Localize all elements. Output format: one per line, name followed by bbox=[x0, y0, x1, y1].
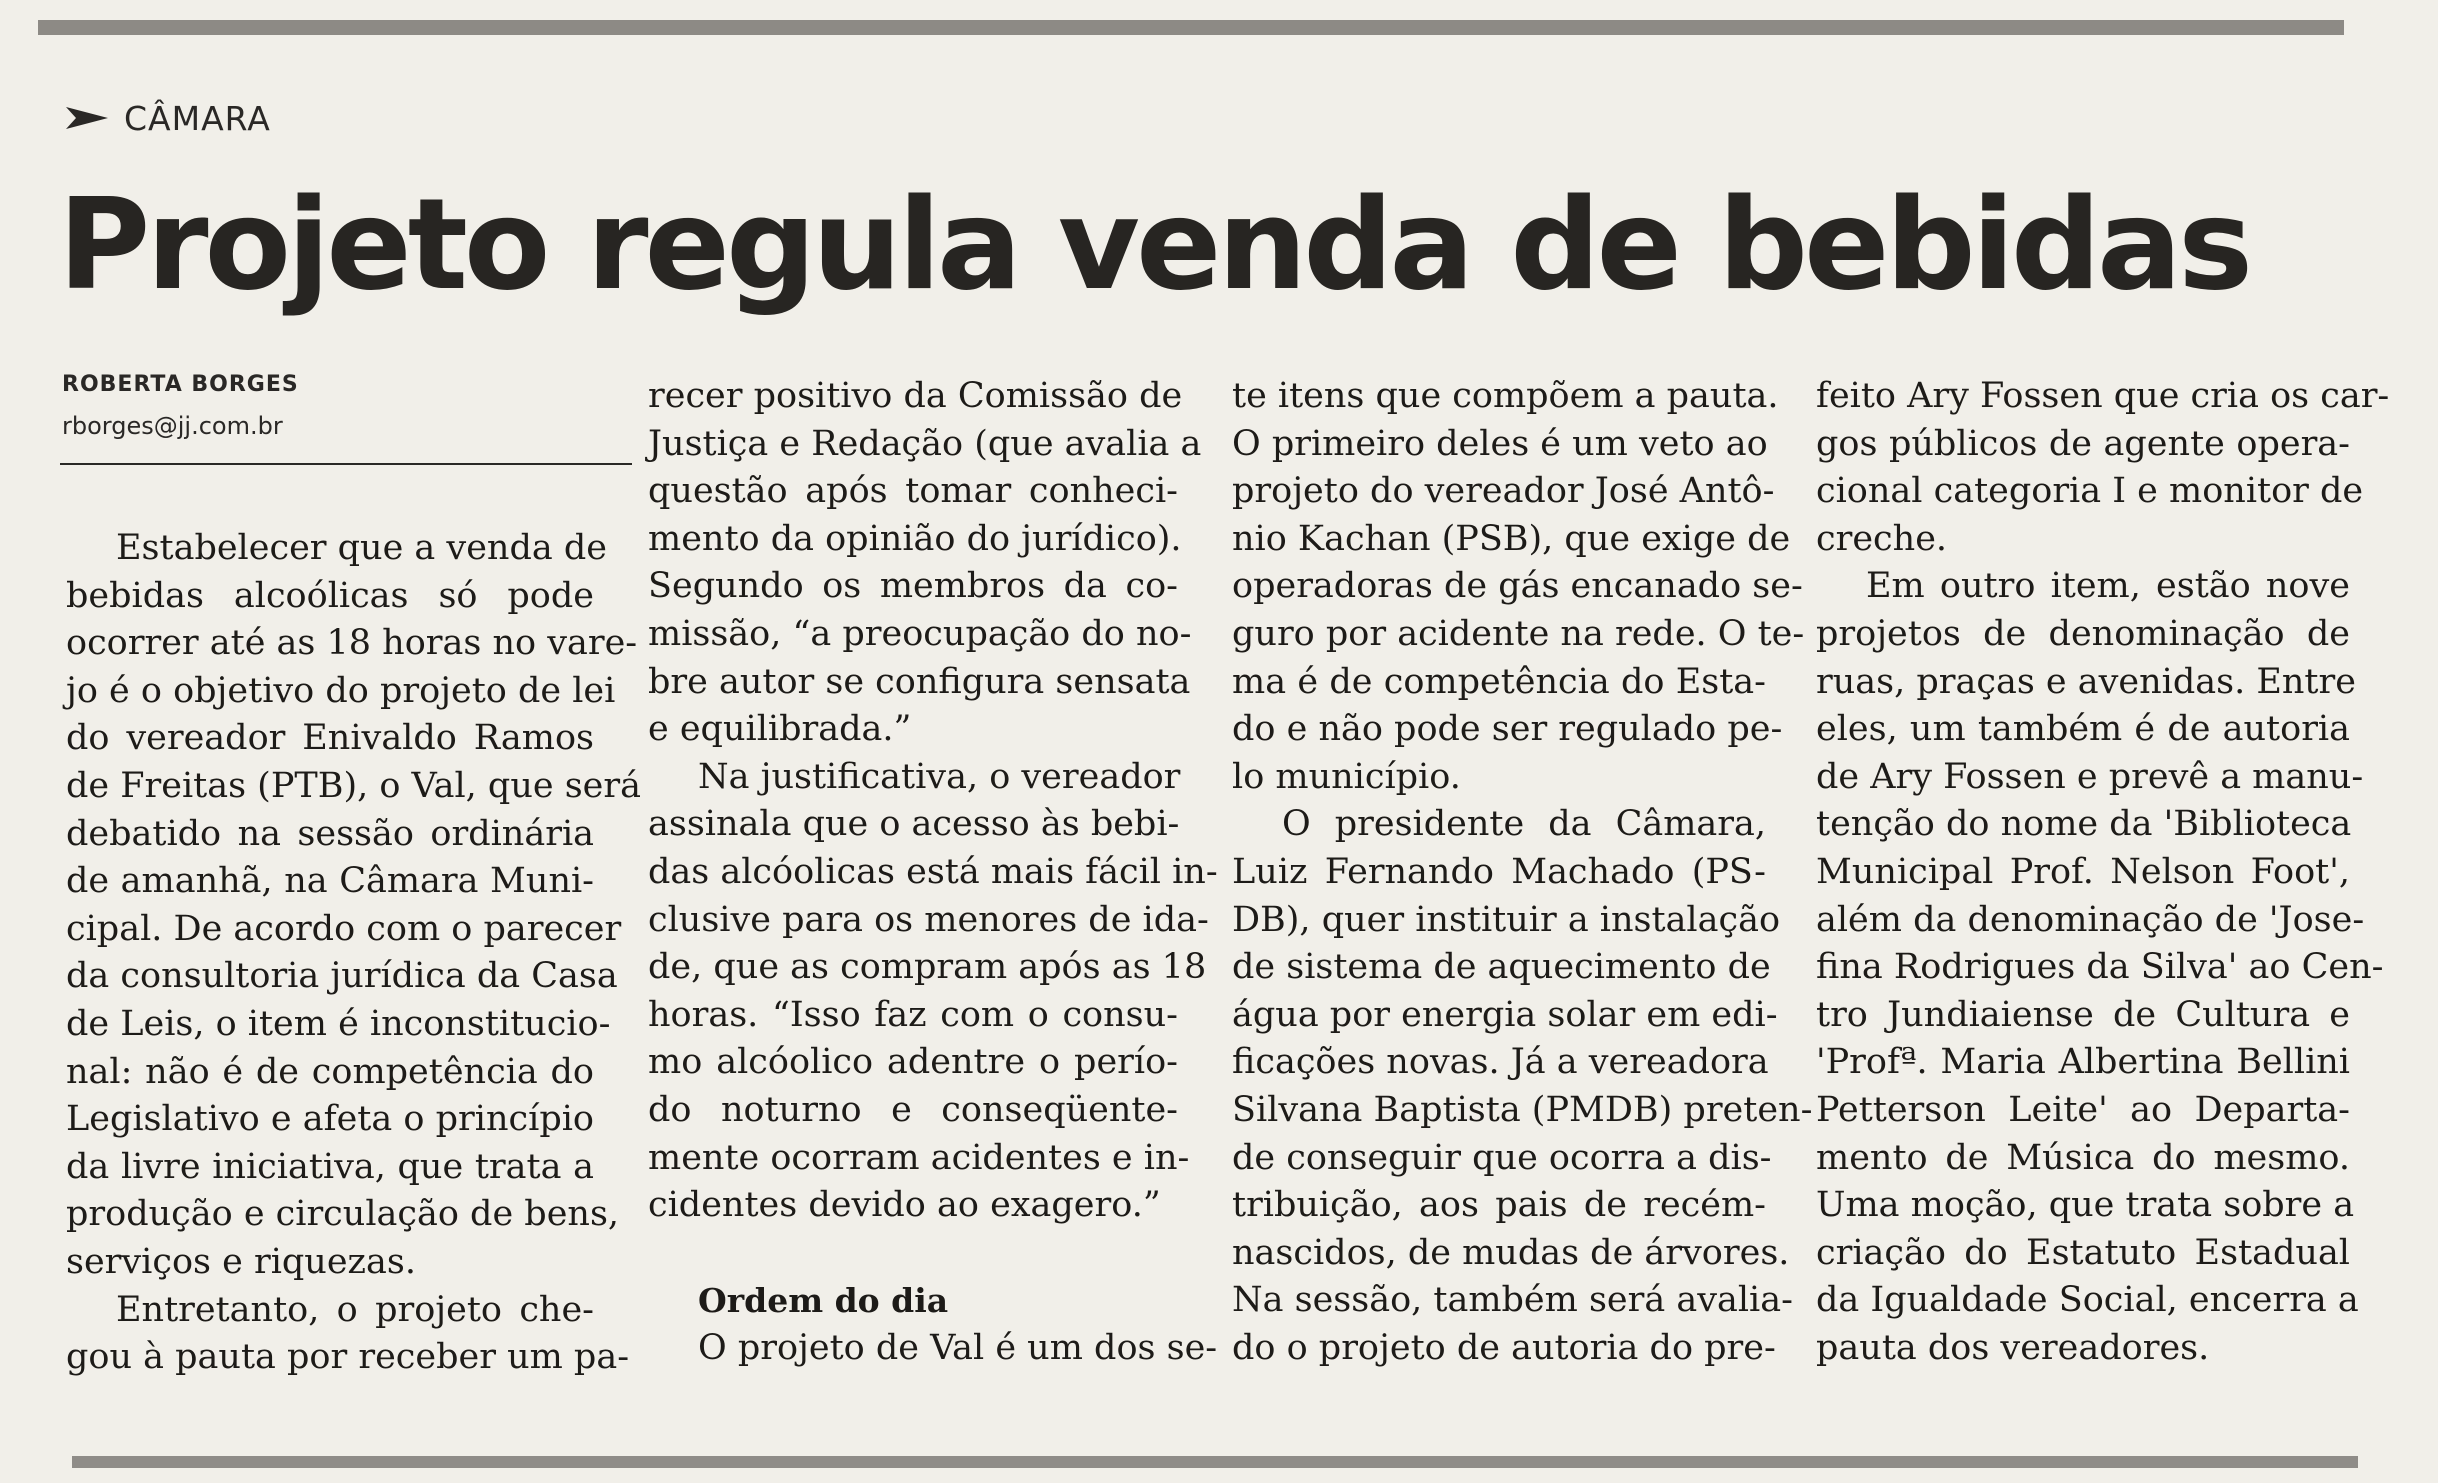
text-line: assinala que o acesso às bebi- bbox=[648, 804, 1180, 845]
author-email: rborges@jj.com.br bbox=[62, 412, 283, 440]
text-line: Estabelecer que a venda de bbox=[116, 528, 607, 568]
text-line: ruas, praças e avenidas. Entre bbox=[1816, 661, 2356, 702]
text-line: jo é o objetivo do projeto de lei bbox=[66, 670, 616, 711]
text-line: gos públicos de agente opera- bbox=[1816, 423, 2350, 464]
text-line: da livre iniciativa, que trata a bbox=[66, 1146, 594, 1187]
column-2 bbox=[648, 373, 1218, 1372]
text-line: recer positivo da Comissão de bbox=[648, 376, 1183, 416]
text-line: Em outro item, estão nove bbox=[1866, 566, 2350, 607]
text-line: mento de Música do mesmo. bbox=[1816, 1137, 2350, 1178]
text-line: O projeto de Val é um dos se- bbox=[698, 1327, 1218, 1368]
text-line: debatido na sessão ordinária bbox=[66, 813, 594, 854]
text-line: feito Ary Fossen que cria os car- bbox=[1816, 376, 2390, 416]
text-line: O primeiro deles é um veto ao bbox=[1232, 423, 1768, 464]
text-line: tro Jundiaiense de Cultura e bbox=[1816, 994, 2350, 1035]
text-line: tribuição, aos pais de recém- bbox=[1232, 1185, 1766, 1226]
text-line: eles, um também é de autoria bbox=[1816, 709, 2350, 750]
column-4 bbox=[1816, 373, 2390, 1372]
text-line: clusive para os menores de ida- bbox=[648, 899, 1209, 940]
text-line: de, que as compram após as 18 bbox=[648, 947, 1207, 988]
text-line: bre autor se configura sensata bbox=[648, 661, 1191, 702]
text-line: projetos de denominação de bbox=[1816, 613, 2350, 654]
text-line: de Leis, o item é inconstitucio- bbox=[66, 1003, 611, 1044]
text-line: Justiça e Redação (que avalia a bbox=[648, 423, 1202, 464]
text-line: além da denominação de 'Jose- bbox=[1816, 899, 2365, 940]
text-line: das alcóolicas está mais fácil in- bbox=[648, 851, 1218, 892]
text-line: Segundo os membros da co- bbox=[648, 566, 1178, 607]
text-line: projeto do vereador José Antô- bbox=[1232, 471, 1775, 512]
column-1 bbox=[66, 525, 641, 1382]
text-line: de Freitas (PTB), o Val, que será bbox=[66, 765, 641, 806]
text-line: nascidos, de mudas de árvores. bbox=[1232, 1232, 1790, 1273]
text-line: ocorrer até as 18 horas no vare- bbox=[66, 623, 638, 664]
text-line: água por energia solar em edi- bbox=[1232, 994, 1778, 1035]
subheading: Ordem do dia bbox=[698, 1281, 949, 1321]
text-line: creche. bbox=[1816, 518, 1948, 559]
text-line: do noturno e conseqüente- bbox=[648, 1089, 1178, 1130]
text-line: Na sessão, também será avalia- bbox=[1232, 1280, 1793, 1321]
text-line: do e não pode ser regulado pe- bbox=[1232, 709, 1783, 750]
byline-rule bbox=[60, 463, 632, 465]
text-line: gou à pauta por receber um pa- bbox=[66, 1337, 630, 1378]
text-line: cional categoria I e monitor de bbox=[1816, 471, 2364, 512]
text-line: Entretanto, o projeto che- bbox=[116, 1289, 594, 1330]
column-3 bbox=[1232, 373, 1813, 1372]
bottom-rule bbox=[72, 1456, 2358, 1468]
text-line: cipal. De acordo com o parecer bbox=[66, 908, 622, 949]
text-line: 'Profª. Maria Albertina Bellini bbox=[1816, 1042, 2350, 1083]
paragraph-gap bbox=[648, 1230, 1178, 1278]
text-line: operadoras de gás encanado se- bbox=[1232, 566, 1803, 607]
text-line: Petterson Leite' ao Departa- bbox=[1816, 1089, 2350, 1130]
text-line: serviços e riquezas. bbox=[66, 1241, 416, 1282]
text-line: questão após tomar conheci- bbox=[648, 471, 1178, 512]
text-line: Municipal Prof. Nelson Foot', bbox=[1816, 851, 2350, 892]
text-line: produção e circulação de bens, bbox=[66, 1194, 620, 1235]
text-line: de amanhã, na Câmara Muni- bbox=[66, 861, 594, 902]
arrow-right-icon bbox=[64, 105, 110, 131]
text-line: de sistema de aquecimento de bbox=[1232, 947, 1771, 988]
top-rule bbox=[38, 20, 2344, 35]
text-line: e equilibrada.” bbox=[648, 709, 912, 750]
text-line: ficações novas. Já a vereadora bbox=[1232, 1042, 1769, 1083]
text-line: da consultoria jurídica da Casa bbox=[66, 956, 618, 997]
text-line: nio Kachan (PSB), que exige de bbox=[1232, 518, 1791, 559]
text-line: Luiz Fernando Machado (PS- bbox=[1232, 851, 1766, 892]
section-kicker bbox=[64, 96, 271, 140]
text-line: nal: não é de competência do bbox=[66, 1051, 594, 1092]
text-line: lo município. bbox=[1232, 756, 1461, 797]
text-line: Silvana Baptista (PMDB) preten- bbox=[1232, 1089, 1813, 1130]
text-line: Na justificativa, o vereador bbox=[698, 756, 1181, 797]
author-name: ROBERTA BORGES bbox=[62, 372, 299, 397]
text-line: ma é de competência do Esta- bbox=[1232, 661, 1766, 702]
text-line: guro por acidente na rede. O te- bbox=[1232, 613, 1805, 654]
text-line: Uma moção, que trata sobre a bbox=[1816, 1185, 2355, 1226]
text-line: pauta dos vereadores. bbox=[1816, 1327, 2210, 1368]
text-line: de Ary Fossen e prevê a manu- bbox=[1816, 756, 2364, 797]
text-line: bebidas alcoólicas só pode bbox=[66, 575, 594, 616]
text-line: Legislativo e afeta o princípio bbox=[66, 1099, 594, 1140]
text-line: DB), quer instituir a instalação bbox=[1232, 899, 1781, 940]
section-label: CÂMARA bbox=[124, 98, 271, 138]
text-line: mente ocorram acidentes e in- bbox=[648, 1137, 1190, 1178]
text-line: mo alcóolico adentre o perío- bbox=[648, 1042, 1178, 1083]
text-line: do o projeto de autoria do pre- bbox=[1232, 1327, 1776, 1368]
headline: Projeto regula venda de bebidas bbox=[58, 171, 2250, 318]
text-line: cidentes devido ao exagero.” bbox=[648, 1185, 1161, 1226]
text-line: do vereador Enivaldo Ramos bbox=[66, 718, 594, 759]
text-line: O presidente da Câmara, bbox=[1282, 804, 1766, 845]
text-line: mento da opinião do jurídico). bbox=[648, 518, 1182, 559]
text-line: te itens que compõem a pauta. bbox=[1232, 376, 1779, 416]
text-line: de conseguir que ocorra a dis- bbox=[1232, 1137, 1772, 1178]
text-line: tenção do nome da 'Biblioteca bbox=[1816, 804, 2352, 845]
text-line: missão, “a preocupação do no- bbox=[648, 613, 1192, 654]
text-line: fina Rodrigues da Silva' ao Cen- bbox=[1816, 947, 2384, 988]
text-line: criação do Estatuto Estadual bbox=[1816, 1232, 2350, 1273]
text-line: da Igualdade Social, encerra a bbox=[1816, 1280, 2359, 1321]
text-line: horas. “Isso faz com o consu- bbox=[648, 994, 1178, 1035]
